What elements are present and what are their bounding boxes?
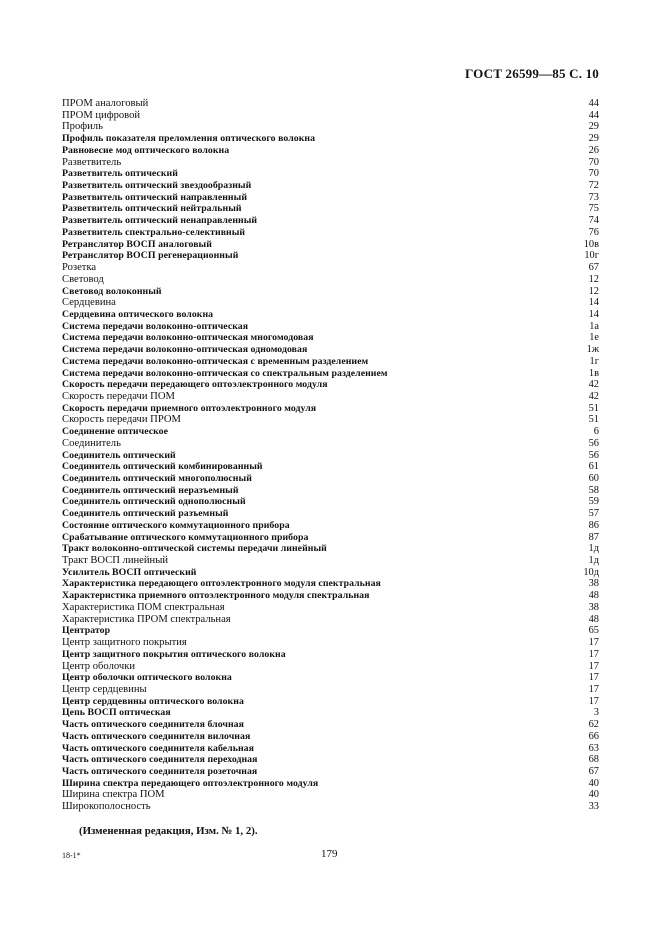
index-entry	[62, 262, 599, 274]
index-entry	[62, 590, 599, 602]
index-entry	[62, 192, 599, 204]
revision-note: (Измененная редакция, Изм. № 1, 2).	[79, 825, 258, 837]
index-term: Разветвитель оптический звездообразный	[62, 180, 252, 192]
index-page-ref: 29	[588, 133, 599, 145]
index-term: Скорость передачи передающего оптоэлектронного модуля	[62, 379, 328, 391]
index-page-ref: 87	[588, 531, 599, 543]
index-entry	[62, 133, 599, 145]
index-entry	[62, 578, 599, 590]
index-entry	[62, 379, 599, 391]
index-term: Система передачи волоконно-оптическая с временным разделением	[62, 355, 369, 367]
index-page-ref: 74	[588, 215, 599, 227]
index-page-ref: 1д	[588, 555, 599, 567]
index-term: Ретранслятор ВОСП аналоговый	[62, 238, 212, 250]
index-entry	[62, 789, 599, 801]
index-page-ref: 14	[588, 297, 599, 309]
index-term: Состояние оптического коммутационного прибора	[62, 519, 290, 531]
index-page-ref: 1а	[589, 320, 599, 332]
index-page-ref: 17	[588, 672, 599, 684]
index-entry	[62, 203, 599, 215]
index-entry	[62, 743, 599, 755]
index-page-ref: 12	[588, 285, 599, 297]
index-entry	[62, 707, 599, 719]
index-entry	[62, 649, 599, 661]
index-entry	[62, 520, 599, 532]
index-page-ref: 65	[588, 625, 599, 637]
index-term: Световод волоконный	[62, 285, 162, 297]
index-entry	[62, 250, 599, 262]
index-term: Усилитель ВОСП оптический	[62, 566, 197, 578]
index-entry	[62, 473, 599, 485]
index-term: Центр оболочки	[62, 660, 136, 672]
index-entry	[62, 602, 599, 614]
index-entry	[62, 438, 599, 450]
index-entry	[62, 145, 599, 157]
index-term: Характеристика ПОМ спектральная	[62, 601, 225, 613]
index-page-ref: 3	[593, 707, 599, 719]
index-entry	[62, 801, 599, 813]
index-page-ref: 86	[588, 519, 599, 531]
index-page-ref: 38	[588, 601, 599, 613]
index-entry	[62, 110, 599, 122]
index-page-ref: 56	[588, 449, 599, 461]
index-term: Система передачи волоконно-оптическая со спектральным разделением	[62, 367, 388, 379]
index-page-ref: 61	[588, 461, 599, 473]
index-entry	[62, 555, 599, 567]
index-term: Часть оптического соединителя вилочная	[62, 730, 251, 742]
index-entry	[62, 297, 599, 309]
index-entry	[62, 684, 599, 696]
index-page-ref: 10г	[584, 250, 599, 262]
index-term: Ширина спектра ПОМ	[62, 789, 165, 801]
index-page-ref: 33	[588, 801, 599, 813]
index-entry	[62, 485, 599, 497]
index-page-ref: 73	[588, 191, 599, 203]
index-page-ref: 75	[588, 203, 599, 215]
index-term: Соединитель	[62, 437, 121, 449]
index-entry	[62, 508, 599, 520]
index-term: Срабатывание оптического коммутационного прибора	[62, 531, 309, 543]
index-entry	[62, 157, 599, 169]
index-term: Часть оптического соединителя блочная	[62, 719, 244, 731]
term-index-list	[62, 98, 599, 813]
index-entry	[62, 614, 599, 626]
page-number: 179	[321, 848, 338, 860]
index-term: Часть оптического соединителя кабельная	[62, 742, 254, 754]
index-entry	[62, 215, 599, 227]
index-term: Разветвитель оптический нейтральный	[62, 203, 242, 215]
index-term: Розетка	[62, 262, 97, 274]
index-term: ПРОМ цифровой	[62, 109, 141, 121]
index-term: Разветвитель оптический	[62, 168, 178, 180]
index-entry	[62, 98, 599, 110]
index-entry	[62, 414, 599, 426]
index-entry	[62, 719, 599, 731]
index-entry	[62, 239, 599, 251]
index-term: Тракт ВОСП линейный	[62, 555, 169, 567]
index-page-ref: 57	[588, 508, 599, 520]
index-entry	[62, 637, 599, 649]
index-page-ref: 56	[588, 437, 599, 449]
index-term: Сердцевина оптического волокна	[62, 308, 214, 320]
index-page-ref: 17	[588, 660, 599, 672]
index-entry	[62, 274, 599, 286]
index-entry	[62, 450, 599, 462]
index-term: Разветвитель спектрально-селективный	[62, 226, 246, 238]
index-term: Равновесие мод оптического волокна	[62, 144, 230, 156]
index-term: Центр защитного покрытия оптического волокна	[62, 648, 286, 660]
index-entry	[62, 321, 599, 333]
index-term: Часть оптического соединителя розеточная	[62, 765, 258, 777]
index-entry	[62, 121, 599, 133]
index-term: Центр защитного покрытия	[62, 637, 187, 649]
index-term: Сердцевина	[62, 297, 116, 309]
index-entry	[62, 625, 599, 637]
index-page-ref: 29	[588, 121, 599, 133]
index-entry	[62, 532, 599, 544]
index-page-ref: 1е	[589, 332, 599, 344]
index-term: Световод	[62, 273, 104, 285]
index-entry	[62, 754, 599, 766]
index-term: Разветвитель	[62, 156, 122, 168]
index-entry	[62, 391, 599, 403]
index-page-ref: 26	[588, 144, 599, 156]
index-term: Характеристика приемного оптоэлектронного модуля спектральная	[62, 590, 370, 602]
index-page-ref: 60	[588, 473, 599, 484]
index-entry	[62, 344, 599, 356]
index-page-ref: 1д	[588, 543, 599, 555]
index-page-ref: 14	[588, 308, 599, 320]
index-entry	[62, 180, 599, 192]
index-term: Соединитель оптический разъемный	[62, 508, 229, 520]
index-page-ref: 1г	[589, 355, 599, 367]
index-term: Центр сердцевины оптического волокна	[62, 695, 244, 707]
index-term: Скорость передачи ПРОМ	[62, 414, 181, 426]
index-entry	[62, 168, 599, 180]
index-page-ref: 67	[588, 262, 599, 274]
index-term: Соединение оптическое	[62, 426, 169, 438]
index-term: Соединитель оптический	[62, 449, 176, 461]
index-page-ref: 51	[588, 414, 599, 426]
index-term: Скорость передачи приемного оптоэлектронного модуля	[62, 402, 317, 414]
index-page-ref: 42	[588, 379, 599, 391]
index-entry	[62, 286, 599, 298]
index-page-ref: 17	[588, 695, 599, 707]
index-entry	[62, 426, 599, 438]
index-term: Ретранслятор ВОСП регенерационный	[62, 250, 239, 262]
index-page-ref: 68	[588, 754, 599, 766]
index-page-ref: 70	[588, 156, 599, 168]
index-page-ref: 48	[588, 613, 599, 625]
index-entry	[62, 332, 599, 344]
index-entry	[62, 461, 599, 473]
index-page-ref: 76	[588, 226, 599, 238]
index-page-ref: 63	[588, 742, 599, 754]
index-term: Профиль	[62, 121, 103, 133]
index-page-ref: 66	[588, 730, 599, 742]
index-entry	[62, 543, 599, 555]
index-term: Центр оболочки оптического волокна	[62, 672, 232, 684]
index-page-ref: 1в	[588, 367, 599, 379]
index-entry	[62, 672, 599, 684]
index-term: Цепь ВОСП оптическая	[62, 707, 171, 719]
index-entry	[62, 496, 599, 508]
index-term: Разветвитель оптический направленный	[62, 191, 248, 203]
index-entry	[62, 731, 599, 743]
index-entry	[62, 567, 599, 579]
index-term: Центратор	[62, 625, 111, 637]
index-page-ref: 17	[588, 637, 599, 649]
index-term: Часть оптического соединителя переходная	[62, 754, 258, 766]
index-page-ref: 72	[588, 180, 599, 192]
index-page-ref: 48	[588, 590, 599, 602]
index-term: Соединитель оптический однополюсный	[62, 496, 246, 508]
index-page-ref: 44	[588, 109, 599, 121]
index-page-ref: 10в	[583, 238, 599, 250]
index-term: Система передачи волоконно-оптическая многомодовая	[62, 332, 314, 344]
index-entry	[62, 309, 599, 321]
index-term: Система передачи волоконно-оптическая одномодовая	[62, 344, 308, 356]
index-page-ref: 6	[593, 426, 599, 438]
index-term: Соединитель оптический неразъемный	[62, 484, 239, 496]
index-entry	[62, 778, 599, 790]
index-term: Центр сердцевины	[62, 683, 147, 695]
index-page-ref: 17	[588, 648, 599, 660]
index-entry	[62, 227, 599, 239]
index-entry	[62, 356, 599, 368]
index-page-ref: 1ж	[586, 344, 599, 356]
index-term: Разветвитель оптический ненаправленный	[62, 215, 258, 227]
index-term: Характеристика передающего оптоэлектронного модуля спектральная	[62, 578, 381, 590]
index-page-ref: 40	[588, 789, 599, 801]
footer-code: 18-1*	[62, 851, 81, 860]
index-term: Тракт волоконно-оптической системы передачи линейный	[62, 543, 327, 555]
index-term: Соединитель оптический комбинированный	[62, 461, 263, 473]
index-page-ref: 40	[588, 777, 599, 789]
index-page-ref: 17	[588, 683, 599, 695]
index-page-ref: 10д	[583, 566, 599, 578]
index-page-ref: 38	[588, 578, 599, 590]
index-page-ref: 59	[588, 496, 599, 508]
index-entry	[62, 696, 599, 708]
index-page-ref: 51	[588, 402, 599, 414]
page-header: ГОСТ 26599—85 С. 10	[465, 66, 599, 81]
index-term: ПРОМ аналоговый	[62, 98, 149, 109]
index-page-ref: 70	[588, 168, 599, 180]
index-term: Скорость передачи ПОМ	[62, 390, 175, 402]
index-term: Ширина спектра передающего оптоэлектронного модуля	[62, 777, 319, 789]
index-term: Широкополосность	[62, 801, 151, 813]
index-page-ref: 67	[588, 765, 599, 777]
index-page-ref: 58	[588, 484, 599, 496]
index-page-ref: 44	[588, 98, 599, 109]
index-page-ref: 12	[588, 273, 599, 285]
index-term: Система передачи волоконно-оптическая	[62, 320, 249, 332]
index-term: Профиль показателя преломления оптического волокна	[62, 133, 316, 145]
index-entry	[62, 368, 599, 380]
index-page-ref: 42	[588, 390, 599, 402]
index-term: Характеристика ПРОМ спектральная	[62, 613, 231, 625]
index-entry	[62, 403, 599, 415]
index-entry	[62, 766, 599, 778]
index-entry	[62, 661, 599, 673]
index-page-ref: 62	[588, 719, 599, 731]
index-term: Соединитель оптический многополюсный	[62, 473, 252, 484]
